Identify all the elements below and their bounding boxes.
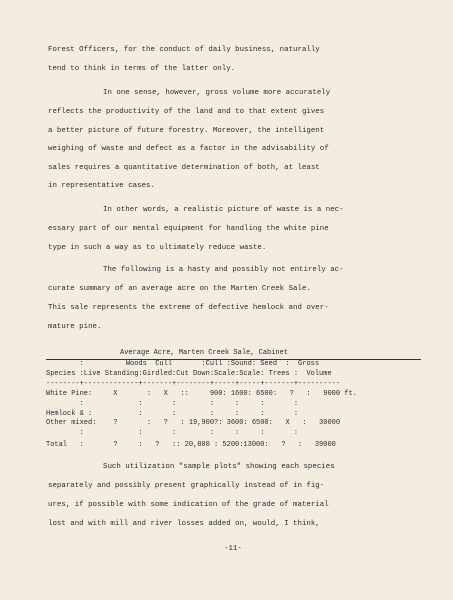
body-line: In one sense, however, gross volume more accurately (103, 89, 331, 97)
table-row: : : : : : : : (46, 429, 299, 437)
body-line: This sale represents the extreme of defective hemlock and over- (48, 304, 329, 312)
table-row: Other mixed: ? : ? : 19,900?: 3600: 6500: X : 30000 (46, 419, 341, 427)
body-line: curate summary of an average acre on the Marten Creek Sale. (48, 285, 311, 293)
body-line: mature pine. (48, 323, 102, 331)
body-line: Forest Officers, for the conduct of daily business, naturally (48, 46, 320, 54)
table-separator: --------+-------------+-------+--------+-----+-----+-------+---------- (46, 380, 341, 388)
body-line: reflects the productivity of the land and to that extent gives (48, 108, 325, 116)
body-line: ures, if possible with some indication of the grade of material (48, 501, 329, 509)
page-number: -11- (224, 545, 242, 553)
table-row: White Pine: X : X :: 900: 1600: 6500: ? : 9000 ft. (46, 390, 357, 398)
body-line: weighing of waste and defect as a factor in the advisability of (48, 145, 329, 153)
body-line: a better picture of future forestry. Moreover, the intelligent (48, 127, 325, 135)
body-line: essary part of our mental equipment for handling the white pine (48, 225, 329, 233)
body-line: tend to think in terms of the latter only. (48, 65, 236, 73)
body-line: sales requires a quantitative determination of both, at least (48, 164, 320, 172)
body-line: The following is a hasty and possibly not entirely ac- (103, 266, 344, 274)
body-line: Such utilization "sample plots" showing each species (103, 463, 335, 471)
table-header-line: : Woods Cull :Cull :Sound: Seed : Gross (46, 360, 320, 368)
table-row: : : : : : : : (46, 400, 299, 408)
table-row: Total : ? : ? :: 20,800 : 5200:13000: ? : 39000 (46, 441, 336, 449)
body-line: in representative cases. (48, 182, 155, 190)
body-line: type in such a way as to ultimately reduce waste. (48, 244, 267, 252)
body-line: In other words, a realistic picture of waste is a nec- (103, 206, 344, 214)
body-line: separately and possibly present graphically instead of in fig- (48, 482, 325, 490)
table-title: Average Acre, Marten Creek Sale, Cabinet (120, 349, 289, 357)
table-row: Hemlock & : : : : : : : (46, 410, 299, 418)
table-header-line: Species :Live Standing:Girdled:Cut Down:Scale:Scale: Trees : Volume (46, 370, 332, 378)
body-line: lost and with mill and river losses added on, would, I think, (48, 520, 320, 528)
